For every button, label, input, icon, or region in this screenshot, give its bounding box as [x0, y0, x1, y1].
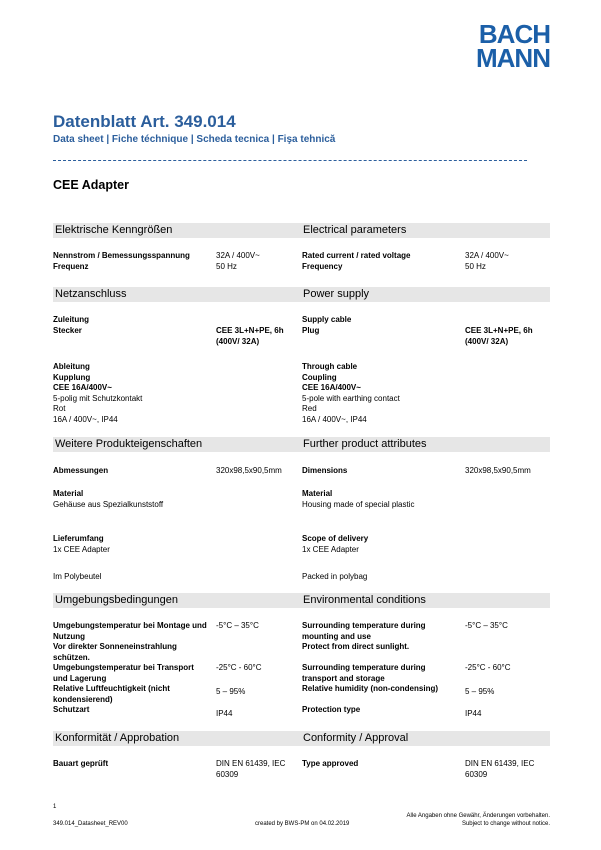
power-en-labels: Supply cable Plug — [302, 315, 352, 335]
env-en-ttemp-value: -25°C - 60°C — [465, 663, 511, 672]
env-en-labels: Surrounding temperature during mounting and use Protect from direct sunlight. Surrounding temperature during transport and storage Relative humidity (non-condensing) Protection type — [302, 621, 439, 714]
conf-de-value: DIN EN 61439, IEC 60309 — [216, 759, 286, 779]
title-divider — [53, 160, 527, 161]
env-de-ttemp-value: -25°C - 60°C — [216, 663, 262, 672]
section-header-power: Netzanschluss Power supply — [53, 287, 550, 302]
power-en-through: Through cable Coupling CEE 16A/400V~ 5-pole with earthing contact Red 16A / 400V~, IP44 — [302, 362, 400, 424]
conf-de-label: Bauart geprüft — [53, 759, 109, 768]
page-title: Datenblatt Art. 349.014 — [53, 112, 236, 131]
env-de-prot-value: IP44 — [216, 709, 233, 718]
attr-en-material: Material Housing made of special plastic — [302, 489, 415, 509]
elec-en-labels: Rated current / rated voltage Frequency — [302, 251, 411, 271]
footer-created: created by BWS-PM on 04.02.2019 — [255, 821, 350, 827]
page-number: 1 — [53, 804, 57, 810]
section-header-conformity: Konformität / Approbation Conformity / Approval — [53, 731, 550, 746]
env-en-prot-value: IP44 — [465, 709, 482, 718]
section-header-electrical: Elektrische Kenngrößen Electrical parameters — [53, 223, 550, 238]
env-de-hum-value: 5 – 95% — [216, 687, 246, 696]
attr-de-scope: Lieferumfang 1x CEE Adapter — [53, 534, 110, 554]
env-de-temp-value: -5°C – 35°C — [216, 621, 259, 630]
footer-disclaimer: Alle Angaben ohne Gewähr, Änderungen vorbehalten. Subject to change without notice. — [406, 813, 550, 827]
power-de-labels: Zuleitung Stecker — [53, 315, 89, 335]
conf-en-value: DIN EN 61439, IEC 60309 — [465, 759, 535, 779]
power-de-plug-value: CEE 3L+N+PE, 6h (400V/ 32A) — [216, 326, 284, 346]
power-en-plug-value: CEE 3L+N+PE, 6h (400V/ 32A) — [465, 326, 533, 346]
attr-de-dim-value: 320x98,5x90,5mm — [216, 466, 282, 475]
footer-doc-id: 349.014_Datasheet_REV00 — [53, 821, 128, 827]
attr-en-scope: Scope of delivery 1x CEE Adapter — [302, 534, 369, 554]
conf-en-label: Type approved — [302, 759, 359, 768]
bachmann-logo: BACH MANN — [476, 19, 550, 73]
elec-de-values: 32A / 400V~ 50 Hz — [216, 251, 260, 271]
attr-de-material: Material Gehäuse aus Spezialkunststoff — [53, 489, 164, 509]
attr-en-dim-value: 320x98,5x90,5mm — [465, 466, 531, 475]
env-en-temp-value: -5°C – 35°C — [465, 621, 508, 630]
section-header-attributes: Weitere Produkteigenschaften Further product attributes — [53, 437, 550, 452]
env-en-hum-value: 5 – 95% — [465, 687, 495, 696]
power-de-through: Ableitung Kupplung CEE 16A/400V~ 5-polig mit Schutzkontakt Rot 16A / 400V~, IP44 — [53, 362, 143, 424]
attr-de-dim: Abmessungen — [53, 466, 109, 475]
attr-de-packaging: Im Polybeutel — [53, 572, 102, 581]
env-de-labels: Umgebungstemperatur bei Montage und Nutzung Vor direkter Sonneneinstrahlung schützen. Umgebungstemperatur bei Transport und Lagerung Relative Luftfeuchtigkeit (nicht kondensierend) Schutzart — [53, 621, 207, 714]
elec-de-labels: Nennstrom / Bemessungsspannung Frequenz — [53, 251, 190, 271]
page-subtitle: Data sheet | Fiche téchnique | Scheda tecnica | Fişa tehnică — [53, 134, 336, 145]
product-name: CEE Adapter — [53, 178, 129, 192]
attr-en-packaging: Packed in polybag — [302, 572, 368, 581]
elec-en-values: 32A / 400V~ 50 Hz — [465, 251, 509, 271]
attr-en-dim: Dimensions — [302, 466, 348, 475]
section-header-environment: Umgebungsbedingungen Environmental conditions — [53, 593, 550, 608]
